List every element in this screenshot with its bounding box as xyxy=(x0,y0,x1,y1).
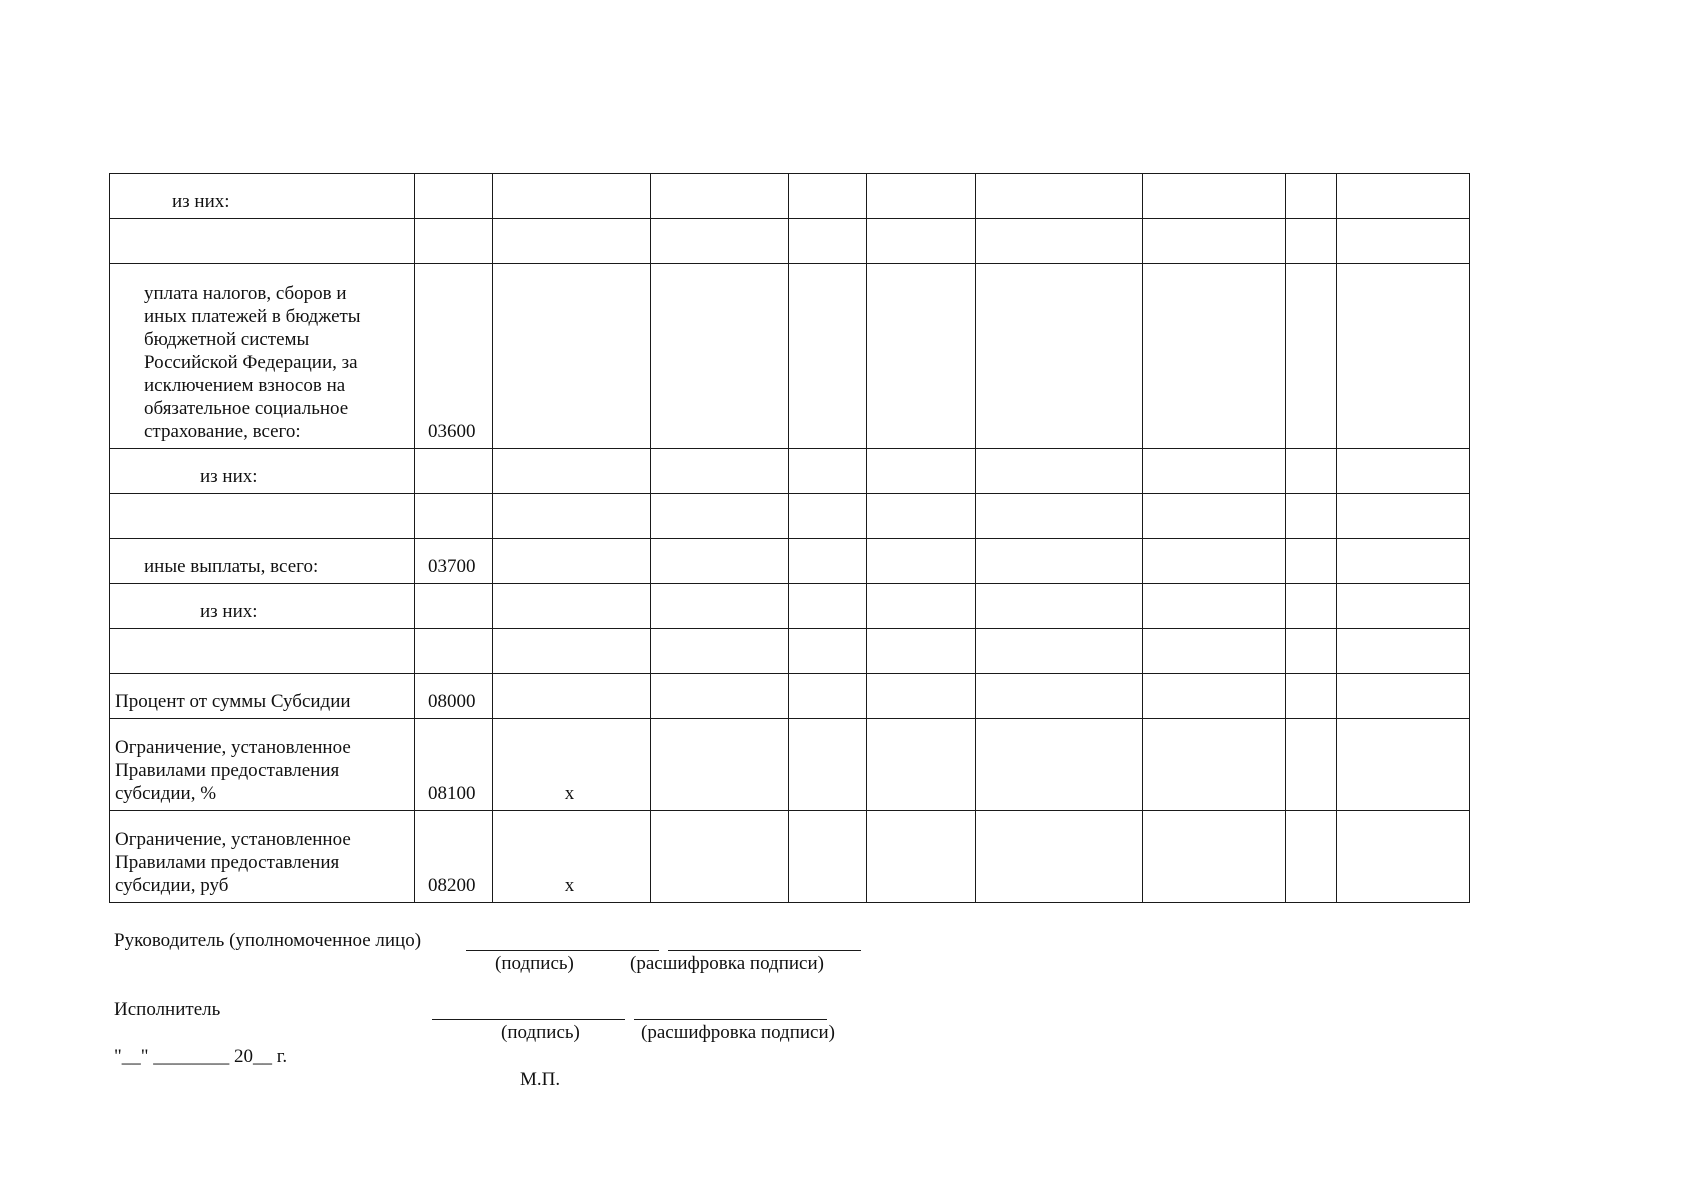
value-cell[interactable] xyxy=(789,629,867,674)
value-cell[interactable] xyxy=(493,719,651,811)
not-applicable-mark xyxy=(493,533,650,538)
table-row xyxy=(110,629,1470,674)
row-code-cell xyxy=(415,811,493,903)
row-label: из них: xyxy=(172,191,230,212)
value-cell[interactable] xyxy=(867,674,976,719)
value-cell[interactable] xyxy=(867,174,976,219)
table-row xyxy=(110,584,1470,629)
row-code xyxy=(415,213,492,218)
value-cell[interactable] xyxy=(493,584,651,629)
executor-decode-caption: (расшифровка подписи) xyxy=(641,1022,835,1043)
value-cell[interactable] xyxy=(976,219,1143,264)
row-code: 08100 xyxy=(428,783,476,804)
row-code xyxy=(415,258,492,263)
row-label-cell xyxy=(110,811,415,903)
row-label: иные выплаты, всего: xyxy=(144,556,319,577)
value-cell[interactable] xyxy=(493,174,651,219)
table-row xyxy=(110,494,1470,539)
value-cell[interactable] xyxy=(867,629,976,674)
executor-signature-line[interactable] xyxy=(432,1019,625,1020)
value-cell[interactable] xyxy=(1337,584,1470,629)
value-cell[interactable] xyxy=(651,674,789,719)
value-cell[interactable] xyxy=(1286,264,1337,449)
value-cell[interactable] xyxy=(1143,494,1286,539)
value-cell[interactable] xyxy=(651,494,789,539)
row-label-cell xyxy=(110,674,415,719)
value-cell[interactable] xyxy=(1143,584,1286,629)
not-applicable-mark: x xyxy=(564,783,575,804)
value-cell[interactable] xyxy=(1337,674,1470,719)
value-cell[interactable] xyxy=(493,674,651,719)
value-cell[interactable] xyxy=(789,494,867,539)
value-cell[interactable] xyxy=(651,174,789,219)
value-cell[interactable] xyxy=(976,674,1143,719)
value-cell[interactable] xyxy=(493,449,651,494)
value-cell[interactable] xyxy=(1286,494,1337,539)
value-cell[interactable] xyxy=(1337,449,1470,494)
row-label-cell xyxy=(110,539,415,584)
value-cell[interactable] xyxy=(1337,719,1470,811)
value-cell[interactable] xyxy=(1337,811,1470,903)
row-code: 08200 xyxy=(428,875,476,896)
value-cell[interactable] xyxy=(1337,539,1470,584)
value-cell[interactable] xyxy=(789,674,867,719)
executor-decode-line[interactable] xyxy=(634,1019,827,1020)
row-code xyxy=(415,488,492,493)
table-row xyxy=(110,674,1470,719)
value-cell[interactable] xyxy=(1143,219,1286,264)
value-cell[interactable] xyxy=(976,811,1143,903)
value-cell[interactable] xyxy=(867,219,976,264)
table-row xyxy=(110,449,1470,494)
value-cell[interactable] xyxy=(651,811,789,903)
value-cell[interactable] xyxy=(493,219,651,264)
value-cell[interactable] xyxy=(867,449,976,494)
not-applicable-mark xyxy=(493,668,650,673)
row-code-cell xyxy=(415,174,493,219)
value-cell[interactable] xyxy=(651,449,789,494)
table-row xyxy=(110,264,1470,449)
value-cell[interactable] xyxy=(867,584,976,629)
row-label-cell xyxy=(110,174,415,219)
row-label xyxy=(110,533,414,538)
row-code xyxy=(415,668,492,673)
value-cell[interactable] xyxy=(976,264,1143,449)
value-cell[interactable] xyxy=(1143,719,1286,811)
value-cell[interactable] xyxy=(1286,174,1337,219)
head-decode-caption: (расшифровка подписи) xyxy=(630,953,824,974)
value-cell[interactable] xyxy=(976,629,1143,674)
head-decode-line[interactable] xyxy=(668,950,861,951)
not-applicable-mark xyxy=(493,443,650,448)
head-sign-caption: (подпись) xyxy=(495,953,574,974)
not-applicable-mark xyxy=(493,623,650,628)
value-cell[interactable] xyxy=(867,264,976,449)
value-cell[interactable] xyxy=(651,719,789,811)
table-row xyxy=(110,174,1470,219)
value-cell[interactable] xyxy=(867,539,976,584)
value-cell[interactable] xyxy=(789,264,867,449)
value-cell[interactable] xyxy=(1286,449,1337,494)
not-applicable-mark xyxy=(493,258,650,263)
row-label-cell xyxy=(110,219,415,264)
row-label: Процент от суммы Субсидии xyxy=(115,691,351,712)
row-label: Ограничение, установленное Правилами предоставления субсидии, руб xyxy=(115,829,351,896)
row-code-cell xyxy=(415,494,493,539)
value-cell[interactable] xyxy=(493,539,651,584)
value-cell[interactable] xyxy=(789,219,867,264)
row-label: Ограничение, установленное Правилами предоставления субсидии, % xyxy=(115,737,351,804)
value-cell[interactable] xyxy=(976,449,1143,494)
value-cell[interactable] xyxy=(976,174,1143,219)
row-code-cell xyxy=(415,539,493,584)
row-label: из них: xyxy=(200,601,258,622)
not-applicable-mark xyxy=(493,713,650,718)
executor-sign-caption: (подпись) xyxy=(501,1022,580,1043)
value-cell[interactable] xyxy=(789,584,867,629)
report-table xyxy=(109,173,1470,903)
row-code xyxy=(415,533,492,538)
not-applicable-mark xyxy=(493,578,650,583)
value-cell[interactable] xyxy=(976,539,1143,584)
value-cell[interactable] xyxy=(1286,719,1337,811)
value-cell[interactable] xyxy=(867,494,976,539)
value-cell[interactable] xyxy=(651,264,789,449)
row-label-cell xyxy=(110,494,415,539)
value-cell[interactable] xyxy=(1143,811,1286,903)
row-code-cell xyxy=(415,219,493,264)
value-cell[interactable] xyxy=(976,584,1143,629)
table-row xyxy=(110,219,1470,264)
row-label-cell xyxy=(110,584,415,629)
row-code-cell xyxy=(415,719,493,811)
value-cell[interactable] xyxy=(1286,584,1337,629)
row-label-cell xyxy=(110,449,415,494)
value-cell[interactable] xyxy=(867,719,976,811)
row-code: 03700 xyxy=(428,556,476,577)
head-label: Руководитель (уполномоченное лицо) xyxy=(114,930,422,951)
value-cell[interactable] xyxy=(789,174,867,219)
value-cell[interactable] xyxy=(493,811,651,903)
stamp-mark: М.П. xyxy=(520,1069,561,1090)
row-code-cell xyxy=(415,449,493,494)
value-cell[interactable] xyxy=(1143,264,1286,449)
value-cell[interactable] xyxy=(1337,174,1470,219)
table-row xyxy=(110,539,1470,584)
row-code xyxy=(415,623,492,628)
value-cell[interactable] xyxy=(493,629,651,674)
value-cell[interactable] xyxy=(493,494,651,539)
table-row xyxy=(110,811,1470,903)
value-cell[interactable] xyxy=(651,219,789,264)
value-cell[interactable] xyxy=(789,449,867,494)
value-cell[interactable] xyxy=(651,629,789,674)
value-cell[interactable] xyxy=(1143,539,1286,584)
value-cell[interactable] xyxy=(493,264,651,449)
row-code: 08000 xyxy=(428,691,476,712)
executor-label: Исполнитель xyxy=(114,999,221,1020)
value-cell[interactable] xyxy=(1337,494,1470,539)
value-cell[interactable] xyxy=(789,811,867,903)
value-cell[interactable] xyxy=(1143,629,1286,674)
row-label-cell xyxy=(110,264,415,449)
row-label: уплата налогов, сборов и иных платежей в бюджеты бюджетной системы Российской Федерации, за исключением взносов на обязательное социальное страхование, всего: xyxy=(144,283,361,442)
row-label-cell xyxy=(110,629,415,674)
head-signature-line[interactable] xyxy=(466,950,659,951)
value-cell[interactable] xyxy=(1143,674,1286,719)
row-code: 03600 xyxy=(428,421,476,442)
value-cell[interactable] xyxy=(867,811,976,903)
row-label-cell xyxy=(110,719,415,811)
row-label xyxy=(110,668,414,673)
value-cell[interactable] xyxy=(1143,449,1286,494)
row-code-cell xyxy=(415,674,493,719)
row-label: из них: xyxy=(200,466,258,487)
value-cell[interactable] xyxy=(651,584,789,629)
table-row xyxy=(110,719,1470,811)
report-table-body xyxy=(110,174,1470,903)
value-cell[interactable] xyxy=(1143,174,1286,219)
value-cell[interactable] xyxy=(1337,219,1470,264)
value-cell[interactable] xyxy=(976,494,1143,539)
value-cell[interactable] xyxy=(1337,629,1470,674)
value-cell[interactable] xyxy=(651,539,789,584)
value-cell[interactable] xyxy=(1286,629,1337,674)
not-applicable-mark: x xyxy=(564,875,575,896)
value-cell[interactable] xyxy=(1286,674,1337,719)
value-cell[interactable] xyxy=(1337,264,1470,449)
value-cell[interactable] xyxy=(976,719,1143,811)
value-cell[interactable] xyxy=(1286,219,1337,264)
value-cell[interactable] xyxy=(789,539,867,584)
value-cell[interactable] xyxy=(1286,539,1337,584)
row-code-cell xyxy=(415,584,493,629)
date-line[interactable]: "__" ________ 20__ г. xyxy=(114,1046,288,1067)
value-cell[interactable] xyxy=(789,719,867,811)
not-applicable-mark xyxy=(493,488,650,493)
row-label xyxy=(110,258,414,263)
value-cell[interactable] xyxy=(1286,811,1337,903)
row-code-cell xyxy=(415,264,493,449)
row-code-cell xyxy=(415,629,493,674)
not-applicable-mark xyxy=(493,213,650,218)
